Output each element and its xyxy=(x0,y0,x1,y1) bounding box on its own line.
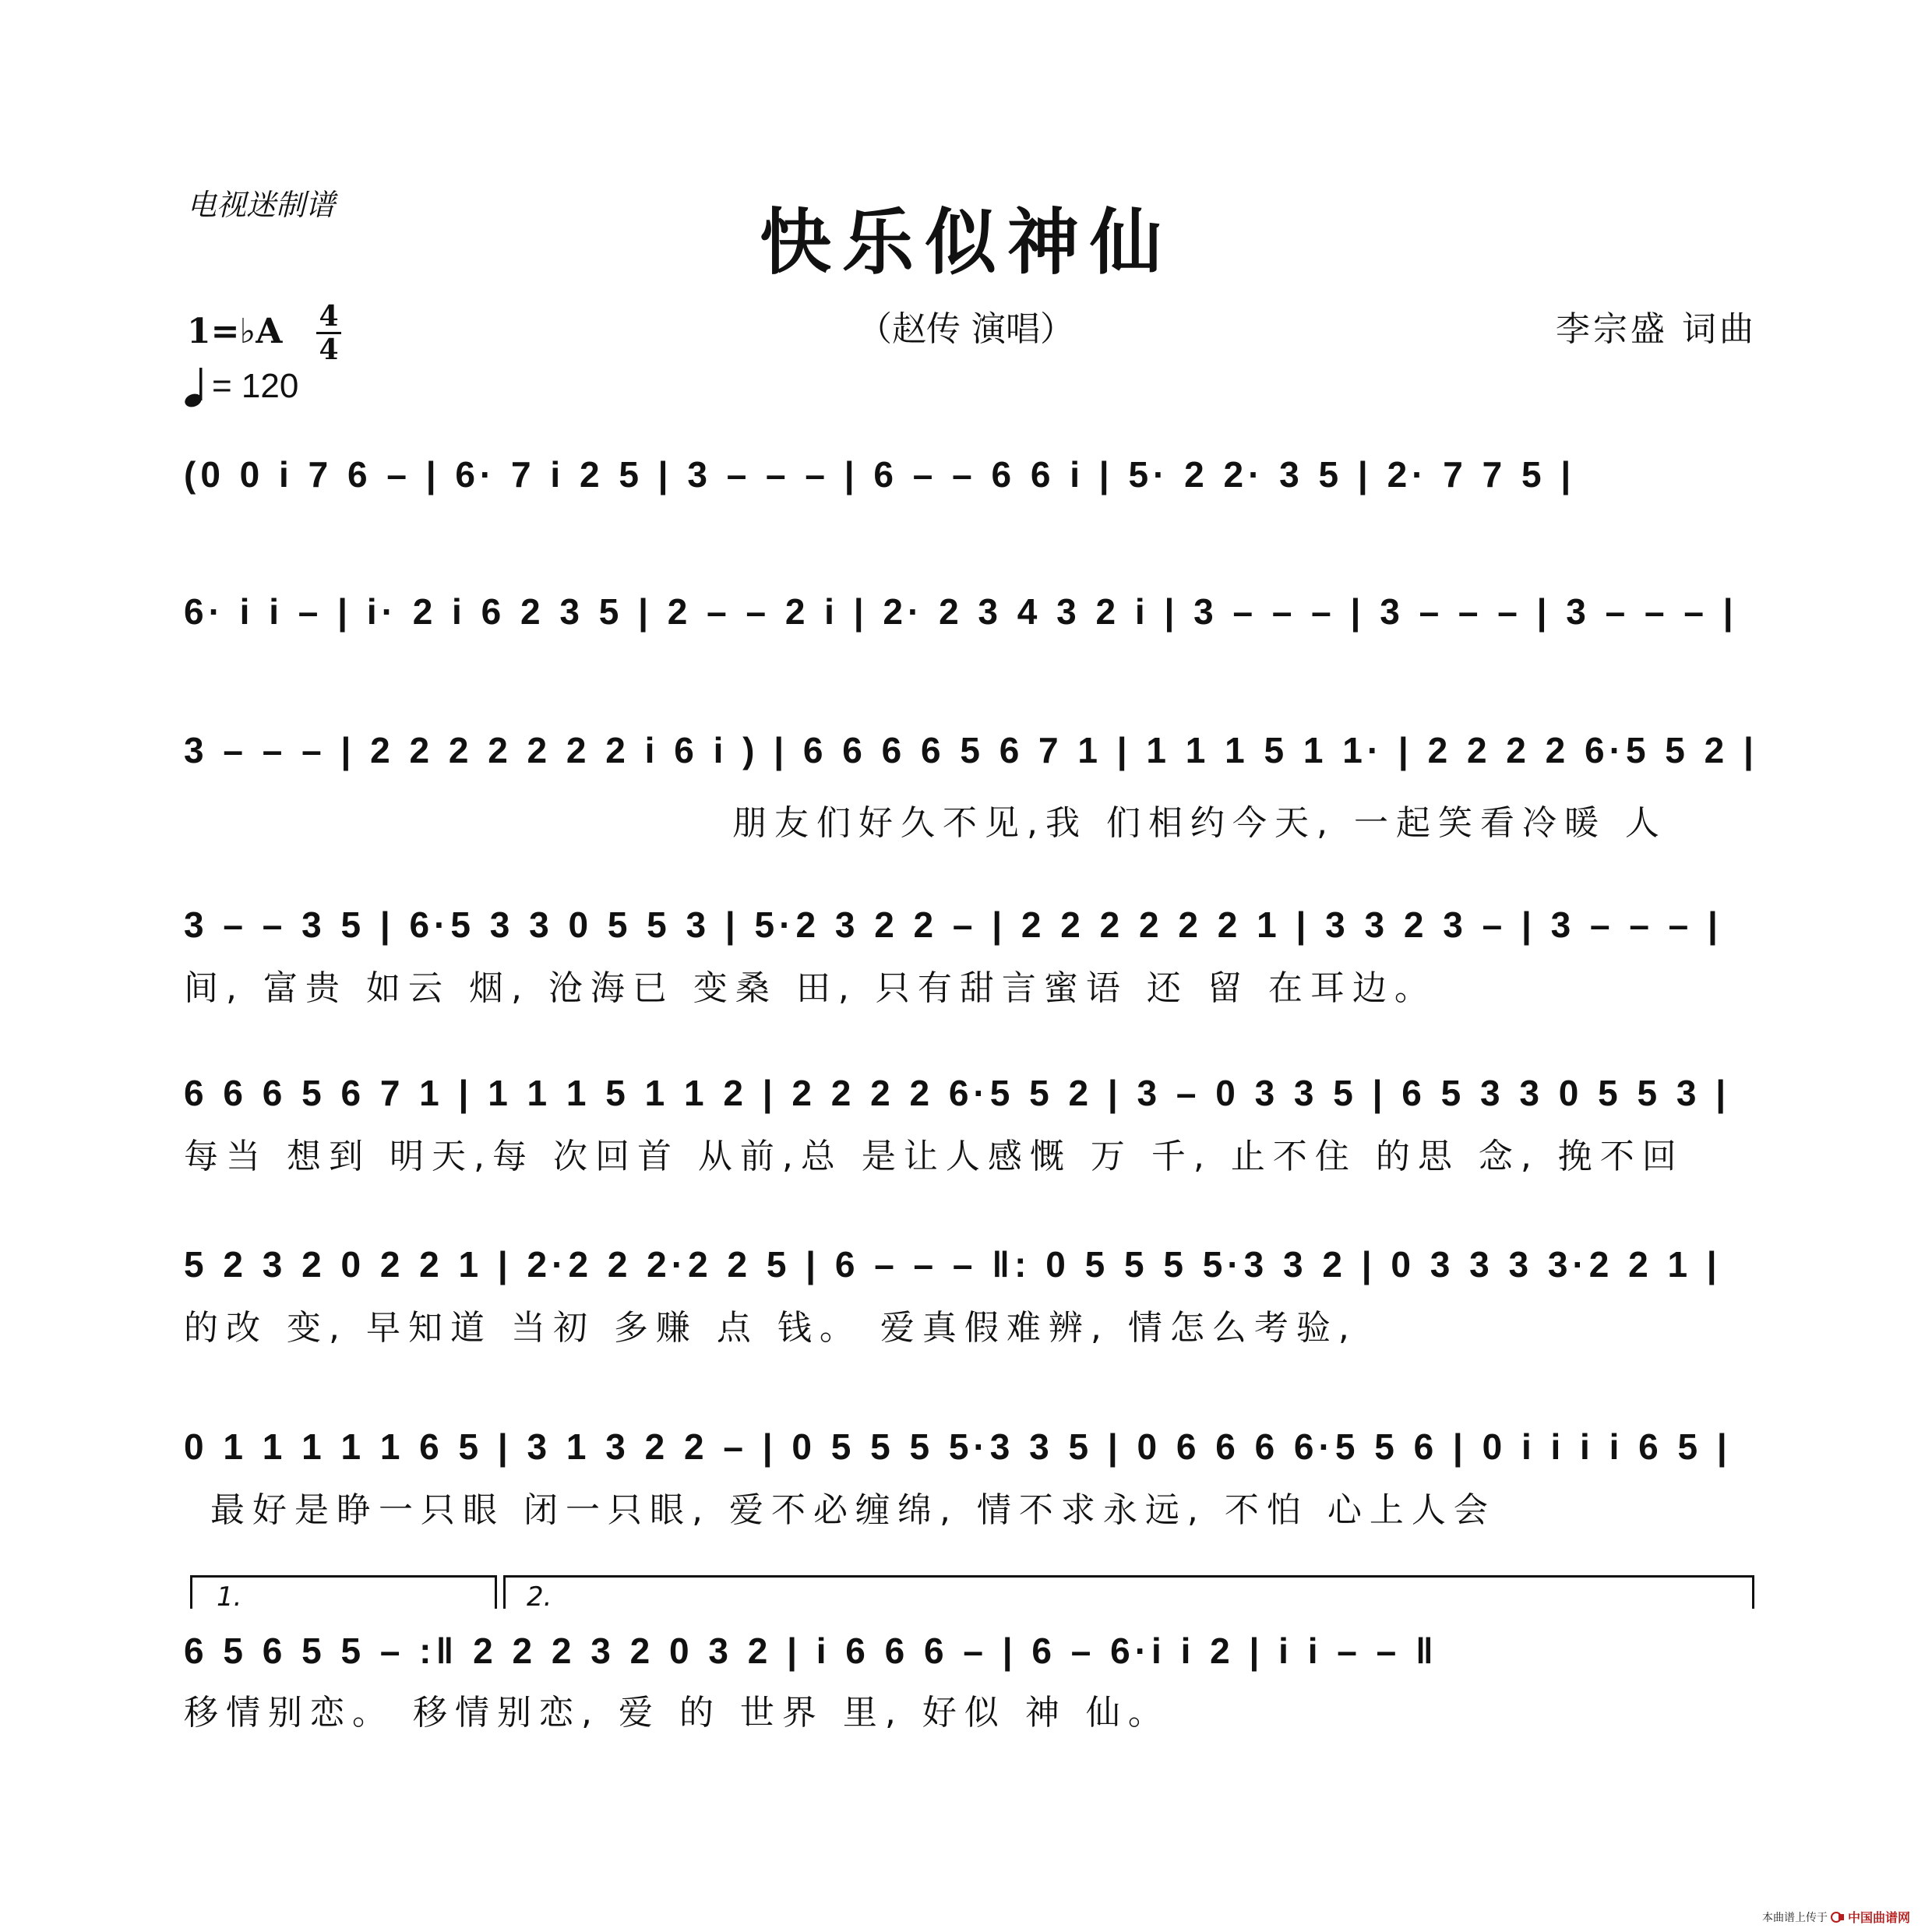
lyric-line-5: 每当 想到 明天,每 次回首 从前,总 是让人感慨 万 千, 止不住 的思 念, 挽不回 xyxy=(184,1137,1684,1176)
tempo-value: = 120 xyxy=(212,367,299,405)
score-line-6: 5 2 3 2 0 2 2 1 | 2·2 2 2·2 2 5 | 6 – – – ‖: 0 5 5 5 5·3 3 2 | 0 3 3 3 3·2 2 1 | xyxy=(184,1244,1722,1285)
lyric-line-8: 移情别恋。 移情别恋, 爱 的 世界 里, 好似 神 仙。 xyxy=(184,1693,1170,1733)
score-line-7: 0 1 1 1 1 1 6 5 | 3 1 3 2 2 – | 0 5 5 5 5·3 3 5 | 0 6 6 6 6·5 5 6 | 0 i i i i 6 5 | xyxy=(184,1426,1732,1467)
lyric-line-6: 的改 变, 早知道 当初 多赚 点 钱。 爱真假难辨, 情怎么考验, xyxy=(184,1308,1357,1348)
score-line-3: 3 – – – | 2 2 2 2 2 2 2 i 6 i ) | 6 6 6 6 5 6 7 1 | 1 1 1 5 1 1· | 2 2 2 2 6·5 5 2 | xyxy=(184,730,1758,770)
lyric-line-7: 最好是睁一只眼 闭一只眼, 爱不必缠绵, 情不求永远, 不怕 心上人会 xyxy=(210,1490,1496,1530)
score-line-1: (0 0 i 7 6 – | 6· 7 i 2 5 | 3 – – – | 6 – – 6 6 i | 5· 2 2· 3 5 | 2· 7 7 5 | xyxy=(184,454,1576,495)
quarter-note-icon xyxy=(184,365,207,408)
footer-credit xyxy=(1762,1908,1910,1926)
composer-credit: 李宗盛 词曲 xyxy=(1556,309,1757,349)
score-line-8: 6 5 6 5 5 – :‖ 2 2 2 3 2 0 3 2 | i 6 6 6 – | 6 – 6·i i 2 | i i – – ‖ xyxy=(184,1631,1438,1671)
song-title: 快乐似神仙 xyxy=(759,200,1172,284)
first-ending-label: 1. xyxy=(217,1581,242,1613)
second-ending-bracket xyxy=(503,1575,1754,1609)
lyric-line-3: 朋友们好久不见,我 们相约今天, 一起笑看冷暖 人 xyxy=(732,803,1667,843)
score-line-4: 3 – – 3 5 | 6·5 3 3 0 5 5 3 | 5·2 3 2 2 – | 2 2 2 2 2 2 1 | 3 3 2 3 – | 3 – – – | xyxy=(184,904,1722,945)
meter-top: 4 xyxy=(319,300,339,333)
footer-upload-text: 本曲谱上传于 xyxy=(1761,1911,1828,1924)
score-line-2: 6· i i – | i· 2 i 6 2 3 5 | 2 – – 2 i | 2· 2 3 4 3 2 i | 3 – – – | 3 – – – | 3 – – – | xyxy=(184,591,1738,632)
time-signature xyxy=(313,302,344,364)
lyric-line-4: 间, 富贵 如云 烟, 沧海已 变桑 田, 只有甜言蜜语 还 留 在耳边。 xyxy=(184,968,1437,1008)
key-signature: 1=♭A xyxy=(187,312,283,351)
source-note: 电视迷制谱 xyxy=(187,188,336,222)
score-line-5: 6 6 6 5 6 7 1 | 1 1 1 5 1 1 2 | 2 2 2 2 6·5 5 2 | 3 – 0 3 3 5 | 6 5 3 3 0 5 5 3 | xyxy=(184,1073,1731,1113)
meter-bottom: 4 xyxy=(319,333,339,366)
tempo-marking xyxy=(184,365,298,408)
site-logo-icon xyxy=(1831,1912,1845,1923)
singer-credit: （赵传 演唱） xyxy=(858,309,1074,349)
footer-site-name[interactable]: 中国曲谱网 xyxy=(1847,1910,1910,1925)
second-ending-label: 2. xyxy=(527,1581,552,1613)
